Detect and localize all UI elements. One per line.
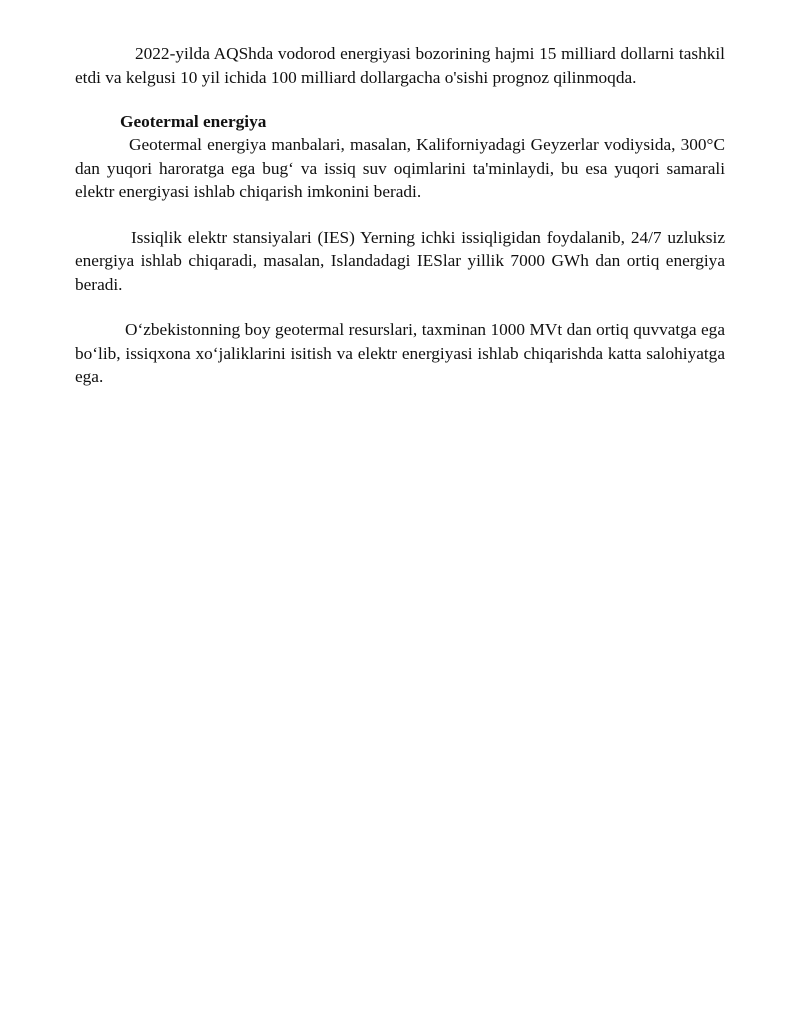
- paragraph-thermal-stations: Issiqlik elektr stansiyalari (IES) Yerning ichki issiqligidan foydalanib, 24/7 uzluksiz energiya ishlab chiqaradi, masalan, Islandadagi IESlar yillik 7000 GWh dan ortiq energiya beradi.: [75, 227, 725, 294]
- paragraph-hydrogen-market: 2022-yilda AQShda vodorod energiyasi bozorining hajmi 15 milliard dollarni tashkil etdi va kelgusi 10 yil ichida 100 milliard dollargacha o'sishi prognoz qilinmoqda.: [75, 44, 725, 87]
- section-heading-geothermal: Geotermal energiya: [120, 112, 267, 131]
- paragraph-uzbekistan-resources: O‘zbekistonning boy geotermal resurslari, taxminan 1000 MVt dan ortiq quvvatga ega bo‘lib, issiqxona xo‘jaliklarini isitish va elektr energiyasi ishlab chiqarishda katta salohiyatga ega.: [75, 320, 725, 386]
- paragraph-geothermal-sources: Geotermal energiya manbalari, masalan, Kaliforniyadagi Geyzerlar vodiysida, 300°C dan yuqori haroratga ega bug‘ va issiq suv oqimlarini ta'minlaydi, bu esa yuqori samarali elektr energiyasi ishlab chiqarish imkonini beradi.: [75, 135, 725, 201]
- document-body: [75, 42, 725, 389]
